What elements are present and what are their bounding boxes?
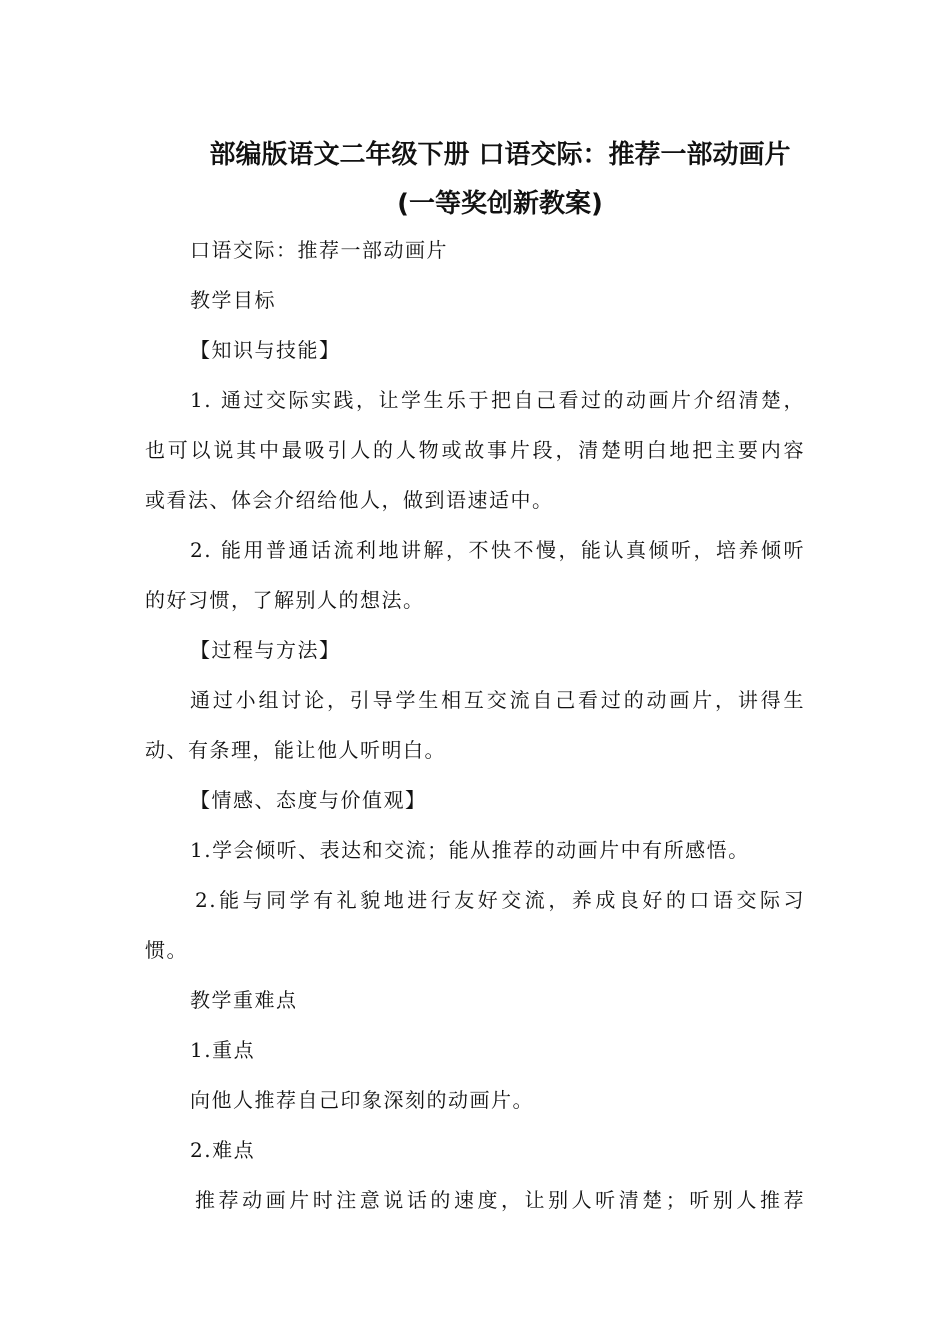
emotion-heading: 【情感、态度与价值观】 bbox=[190, 788, 427, 812]
process-heading: 【过程与方法】 bbox=[190, 638, 341, 662]
objectives-heading: 教学目标 bbox=[190, 288, 276, 312]
document-subtitle: (一等奖创新教案) bbox=[397, 189, 603, 219]
paragraph-line: 1.学会倾听、表达和交流；能从推荐的动画片中有所感悟。 bbox=[190, 838, 750, 862]
paragraph-line: 或看法、体会介绍给他人，做到语速适中。 bbox=[145, 488, 554, 512]
paragraph-line: 2. 能用普通话流利地讲解，不快不慢，能认真倾听，培养倾听 bbox=[190, 538, 805, 562]
paragraph-line: 惯。 bbox=[145, 938, 188, 962]
keypoints-heading: 教学重难点 bbox=[190, 988, 298, 1012]
paragraph-line: 也可以说其中最吸引人的人物或故事片段，清楚明白地把主要内容 bbox=[145, 438, 805, 462]
paragraph-line: 1. 通过交际实践，让学生乐于把自己看过的动画片介绍清楚， bbox=[190, 388, 805, 412]
paragraph-line: 向他人推荐自己印象深刻的动画片。 bbox=[190, 1088, 534, 1112]
paragraph-line: 推荐动画片时注意说话的速度，让别人听清楚；听别人推荐 bbox=[195, 1188, 805, 1212]
paragraph-line: 通过小组讨论，引导学生相互交流自己看过的动画片，讲得生 bbox=[190, 688, 805, 712]
keypoint-label: 1.重点 bbox=[190, 1038, 256, 1062]
paragraph-line: 2.能与同学有礼貌地进行友好交流，养成良好的口语交际习 bbox=[195, 888, 805, 912]
keypoint-label: 2.难点 bbox=[190, 1138, 256, 1162]
section-heading: 口语交际：推荐一部动画片 bbox=[190, 238, 448, 262]
paragraph-line: 动、有条理，能让他人听明白。 bbox=[145, 738, 446, 762]
knowledge-heading: 【知识与技能】 bbox=[190, 338, 341, 362]
paragraph-line: 的好习惯，了解别人的想法。 bbox=[145, 588, 425, 612]
document-title: 部编版语文二年级下册 口语交际：推荐一部动画片 bbox=[209, 140, 791, 170]
